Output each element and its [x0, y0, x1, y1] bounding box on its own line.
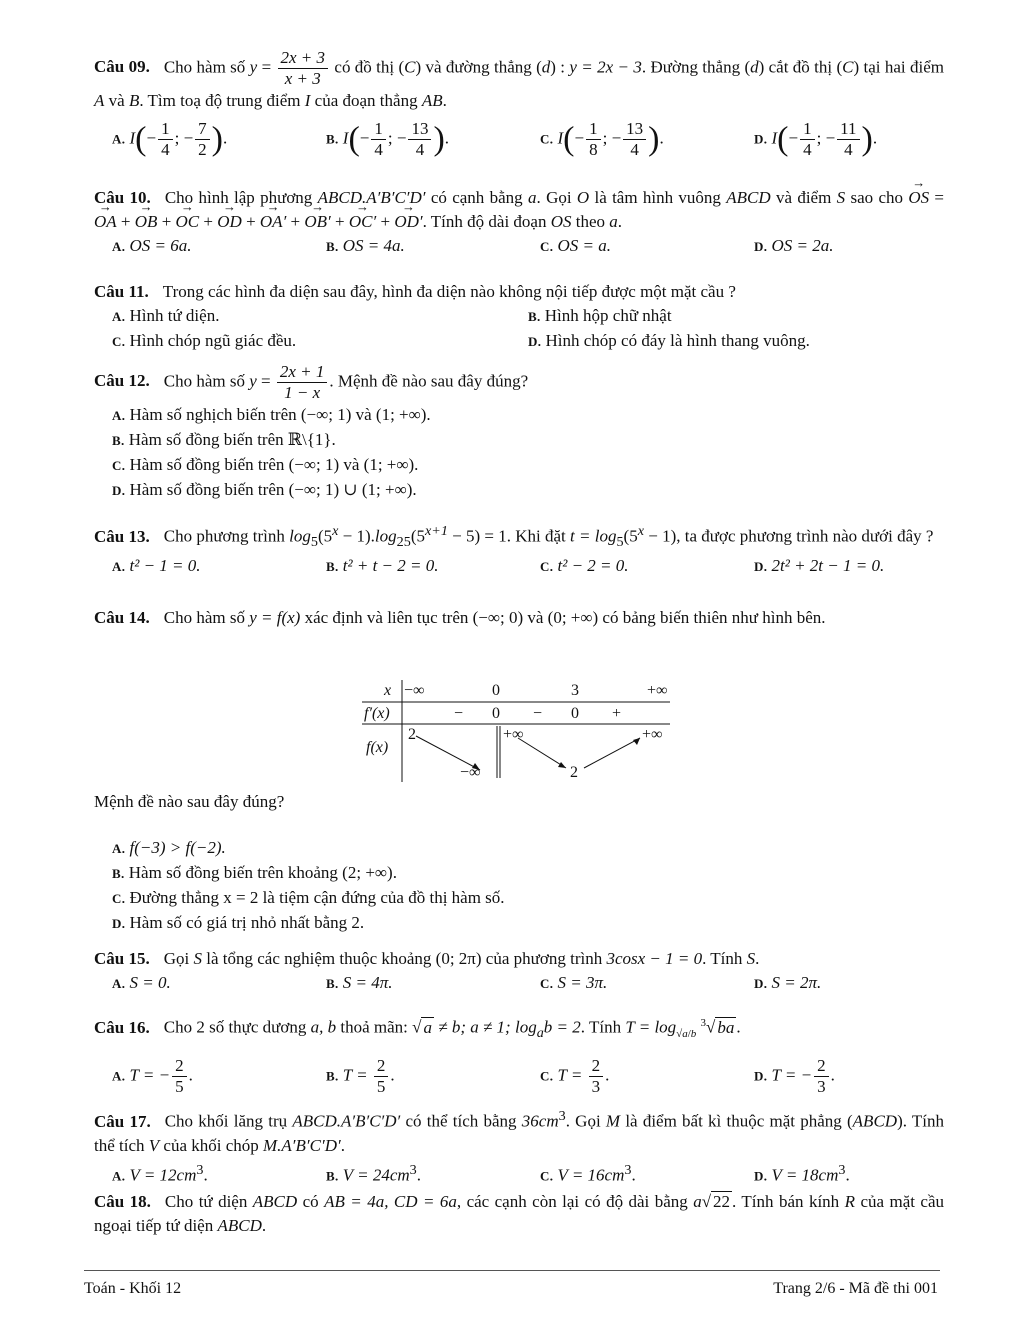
derivative-sign: 0: [492, 705, 500, 722]
row-label-f: f(x): [366, 739, 389, 756]
option-b[interactable]: B. OS = 4a.: [326, 236, 405, 255]
answer-options: [94, 304, 944, 329]
option-d[interactable]: D. Hàm số đồng biến trên (−∞; 1) ∪ (1; +∞).: [112, 480, 417, 499]
answer-options: [94, 119, 944, 160]
footer-page-info: Trang 2/6 - Mã đề thi 001: [773, 1280, 938, 1297]
footer-subject: Toán - Khối 12: [84, 1280, 182, 1297]
option-d[interactable]: D. $V = 18cm^3$.: [754, 1161, 850, 1185]
answer-options: [94, 329, 944, 354]
option-a[interactable]: A. Hình tứ diện.: [112, 306, 220, 325]
x-value: 3: [571, 682, 579, 699]
function-value: 2: [408, 726, 416, 743]
answer-options: [94, 1158, 944, 1189]
option-a[interactable]: A. t² − 1 = 0.: [112, 556, 201, 576]
option-c[interactable]: C. OS = a.: [540, 236, 611, 255]
option-c[interactable]: C. Hình chóp ngũ giác đều.: [112, 331, 297, 350]
question-10: [94, 186, 944, 259]
function-value: +∞: [503, 726, 524, 743]
question-stem: Câu 14. Cho hàm số y = f(x) xác định và liên tục trên (−∞; 0) và (0; +∞) có bảng biến thiên như hình bên.: [94, 608, 826, 627]
question-prompt: Mệnh đề nào sau đây đúng?: [94, 792, 285, 811]
question-11: [94, 280, 944, 354]
option-c[interactable]: C. S = 3π.: [540, 973, 608, 992]
answer-options: [94, 1056, 944, 1097]
function-value: +∞: [642, 726, 663, 743]
option-d[interactable]: D. T = − $\frac{2}{3}$ .: [754, 1056, 835, 1097]
question-14: [94, 606, 944, 630]
option-b[interactable]: B. Hàm số đồng biến trên khoảng (2; +∞).: [112, 863, 397, 882]
footer-divider: [84, 1270, 940, 1271]
derivative-sign: −: [533, 705, 543, 722]
option-c[interactable]: C. T = $\frac{2}{3}$ .: [540, 1056, 610, 1097]
option-d[interactable]: D. 2t² + 2t − 1 = 0.: [754, 556, 885, 576]
option-a[interactable]: A. f(−3) > f(−2).: [112, 838, 226, 857]
option-d[interactable]: D. Hàm số có giá trị nhỏ nhất bằng 2.: [112, 913, 365, 932]
question-09: [94, 48, 944, 160]
option-c[interactable]: C. t² − 2 = 0.: [540, 556, 629, 576]
question-15: [94, 947, 944, 996]
option-d[interactable]: D. Hình chóp có đáy là hình thang vuông.: [528, 331, 810, 350]
question-stem: Câu 18. Cho tứ diện ABCD có AB = 4a, CD = 6a, các cạnh còn lại có độ dài bằng a√ 22 . Tính bán kính R của mặt cầu ngoại tiếp tứ diện ABCD.: [94, 1192, 945, 1235]
question-18: [94, 1190, 944, 1238]
option-a[interactable]: A. S = 0.: [112, 973, 171, 992]
question-stem: Câu 13. Cho phương trình $\log_5(5^x - 1).\log_{25}(5^{x+1} - 5) = 1$. Khi đặt $t = \log_5(5^x - 1)$, ta được phương trình nào dưới đây ?: [94, 523, 934, 551]
question-stem: Câu 17. Cho khối lăng trụ ABCD.A′B′C′D′ có thể tích bằng $36cm^3$. Gọi M là điểm bất kì thuộc mặt phẳng (ABCD). Tính thể tích V của khối chóp M.A′B′C′D′.: [94, 1108, 945, 1155]
answer-options: [94, 554, 944, 579]
row-label-x: x: [384, 682, 392, 699]
option-b[interactable]: B. S = 4π.: [326, 973, 393, 992]
option-b[interactable]: B. Hình hộp chữ nhật: [528, 306, 672, 325]
question-14-options: [94, 790, 944, 936]
row-label-fprime: f′(x): [364, 705, 390, 722]
option-a[interactable]: A. Hàm số nghịch biến trên (−∞; 1) và (1; +∞).: [112, 405, 431, 424]
derivative-sign: 0: [571, 705, 579, 722]
option-d[interactable]: D. OS = 2a.: [754, 236, 834, 255]
option-d[interactable]: D. S = 2π.: [754, 973, 822, 992]
question-stem: Câu 16. Cho 2 số thực dương a, b thoả mãn: √ a ≠ b; a ≠ 1; $\log_ab = 2$. Tính $T = \log_{√a/b} ^3√$ ba .: [94, 1017, 741, 1042]
option-b[interactable]: B. I(− $\frac{1}{4}$ ; − $\frac{13}{4}$ ).: [326, 119, 450, 159]
question-12: [94, 362, 944, 503]
variation-table: [358, 678, 674, 784]
derivative-sign: +: [612, 705, 622, 722]
question-stem: Câu 10. Cho hình lập phương ABCD.A′B′C′D′ có cạnh bằng a. Gọi O là tâm hình vuông ABCD và điểm S sao cho → OS = → OA + → OB + → OC + → OD + → OA′ + → OB′ + → OC′ + → OD′. Tính độ dài đoạn OS theo a.: [94, 186, 944, 234]
answer-options: [94, 971, 944, 996]
option-a[interactable]: A. $V = 12cm^3$.: [112, 1161, 208, 1185]
fraction: $\frac{2x + 3}{x + 3}$: [278, 48, 329, 89]
question-stem: Câu 11. Trong các hình đa diện sau đây, hình đa diện nào không nội tiếp được một mặt cầu ?: [94, 282, 736, 301]
option-b[interactable]: B. t² + t − 2 = 0.: [326, 556, 439, 576]
option-a[interactable]: A. I(− $\frac{1}{4}$ ; − $\frac{7}{2}$ ).: [112, 119, 228, 159]
option-c[interactable]: C. I(− $\frac{1}{8}$ ; − $\frac{13}{4}$ ).: [540, 119, 664, 159]
option-a[interactable]: A. T = − $\frac{2}{5}$ .: [112, 1056, 193, 1097]
x-value: 0: [492, 682, 500, 699]
option-c[interactable]: C. $V = 16cm^3$.: [540, 1161, 636, 1185]
question-stem: Câu 15. Gọi S là tổng các nghiệm thuộc khoảng (0; 2π) của phương trình 3cosx − 1 = 0. Tính S.: [94, 949, 760, 968]
option-a[interactable]: A. OS = 6a.: [112, 236, 192, 255]
x-value: +∞: [647, 682, 668, 699]
option-d[interactable]: D. I(− $\frac{1}{4}$ ; − $\frac{11}{4}$ ).: [754, 119, 878, 159]
question-16: [94, 1011, 944, 1097]
option-b[interactable]: B. $V = 24cm^3$.: [326, 1161, 421, 1185]
answer-options: [94, 234, 944, 259]
x-value: −∞: [404, 682, 425, 699]
option-b[interactable]: B. T = $\frac{2}{5}$ .: [326, 1056, 395, 1097]
option-c[interactable]: C. Hàm số đồng biến trên (−∞; 1) và (1; +∞).: [112, 455, 419, 474]
option-b[interactable]: B. Hàm số đồng biến trên ℝ\{1}.: [112, 430, 336, 449]
option-c[interactable]: C. Đường thẳng x = 2 là tiệm cận đứng của đồ thị hàm số.: [112, 888, 505, 907]
question-stem: Câu 12. Cho hàm số y = $\frac{2x + 1}{1 - x}$ . Mệnh đề nào sau đây đúng?: [94, 362, 529, 402]
derivative-sign: −: [454, 705, 464, 722]
function-value: −∞: [460, 764, 481, 781]
question-17: [94, 1104, 944, 1188]
function-value: 2: [570, 764, 578, 781]
question-13: [94, 519, 944, 579]
question-stem: Câu 09. Cho hàm số y = $\frac{2x + 3}{x + 3}$ có đồ thị (C) và đường thẳng (d) : y = 2x − 3. Đường thẳng (d) cắt đồ thị (C) tại hai điểm A và B. Tìm toạ độ trung điểm I của đoạn thẳng AB.: [94, 48, 944, 110]
